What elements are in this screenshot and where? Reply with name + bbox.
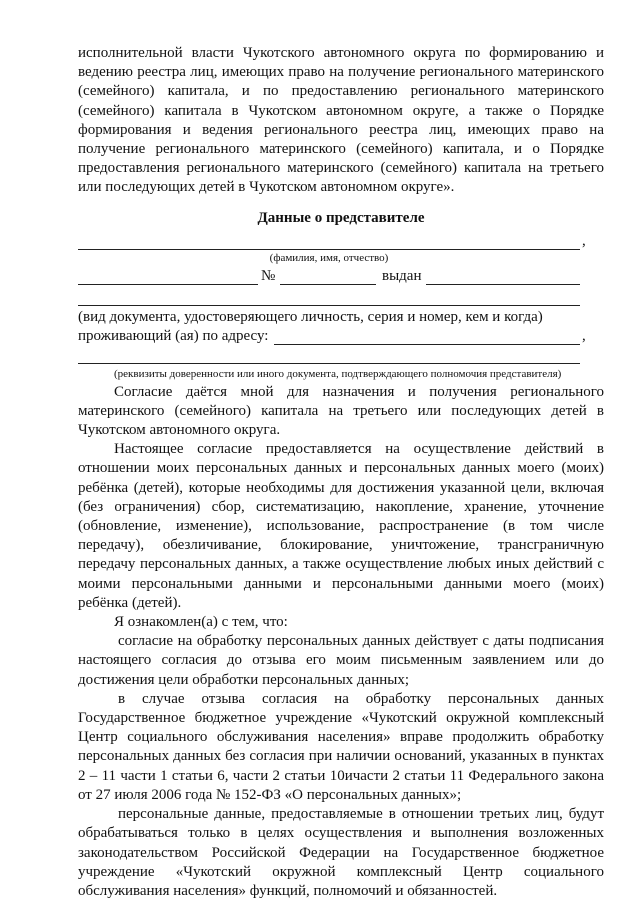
issued-label: выдан (382, 267, 422, 284)
list-item-duration: согласие на обработку персональных данных действует с даты подписания настоящего согласия до отзыва его моим письменным заявлением или до достижения цели обработки персональных данных; (78, 633, 604, 688)
fio-comma: , (582, 232, 586, 249)
scope-paragraph: Настоящее согласие предоставляется на осуществление действий в отношении моих персональных данных и персональных данных моего (моих) ребёнка (детей), которые необходимы для достижения указанной цели, включая (без ограничения) сбор, систематизацию, накопление, хранение, уточнение (обновление, изменение), использование, распространение (в том числе передачу), обезличивание, блокирование, уничтожение, трансграничную передачу персональных данных, а также осуществление любых иных действий с моими персональными данными и персональными данными моего (моих) ребёнка (детей). (78, 441, 604, 611)
doc-hint: (вид документа, удостоверяющего личность, серия и номер, кем и когда) (78, 308, 543, 325)
authority-field[interactable] (78, 348, 580, 364)
document-row (78, 267, 604, 286)
fio-row (78, 232, 604, 251)
fio-field[interactable] (78, 232, 580, 250)
document-number-field[interactable] (280, 267, 376, 285)
number-sign: № (261, 267, 276, 284)
list-item-withdrawal: в случае отзыва согласия на обработку персональных данных Государственное бюджетное учреждение «Чукотский окружной комплексный Центр социального обслуживания населения» вправе продолжить обработку персональных данных без согласия при наличии оснований, указанных в пунктах 2 – 11 части 1 статьи 6, части 2 статьи 10ичасти 2 статьи 11 Федерального закона от 27 июля 2006 года № 152-ФЗ «О персональных данных»; (78, 690, 604, 803)
address-row (78, 327, 604, 346)
acknowledged-paragraph: Я ознакомлен(а) с тем, что: (114, 614, 288, 631)
address-comma: , (582, 327, 586, 344)
document-type-field[interactable] (78, 267, 258, 285)
document-continuation-field[interactable] (78, 288, 580, 306)
doc-hint-row (78, 308, 604, 327)
authority-row (78, 348, 604, 365)
issued-by-field[interactable] (426, 267, 580, 285)
fio-hint: (фамилия, имя, отчество) (269, 251, 389, 264)
representative-heading: Данные о представителе (257, 209, 425, 226)
consent-paragraph: Согласие даётся мной для назначения и получения регионального материнского (семейного) капитала на третьего или последующих детей в Чукотском автономного округа. (78, 383, 604, 439)
address-field[interactable] (274, 327, 580, 345)
document-continuation-row (78, 288, 604, 307)
list-item-third-parties: персональные данные, предоставляемые в отношении третьих лиц, будут обрабатываться только в целях осуществления и выполнения возложенных законодательством Российской Федерации на Государственное бюджетное учреждение «Чукотский окружной комплексный Центр социального обслуживания населения» функций, полномочий и обязанностей. (78, 806, 604, 899)
intro-paragraph: исполнительной власти Чукотского автономного округа по формированию и ведению реестра лиц, имеющих право на получение регионального материнского (семейного) капитала, и по предоставлению регионального материнского (семейного) капитала в Чукотском автономном округе, а также о Порядке формирования и ведения регионального реестра лиц, имеющих право на получение регионального материнского (семейного) капитала, и о Порядке предоставления регионального материнского (семейного) капитала на третьего или последующих детей в Чукотском автономном округе». (78, 45, 604, 196)
address-label: проживающий (ая) по адресу: (78, 327, 269, 344)
document-page (78, 44, 604, 901)
authority-hint: (реквизиты доверенности или иного документа, подтверждающего полномочия представителя) (114, 367, 562, 380)
